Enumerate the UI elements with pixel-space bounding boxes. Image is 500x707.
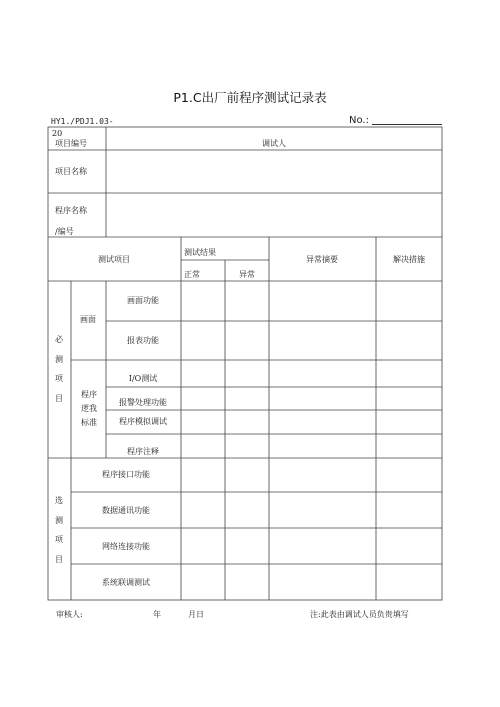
screen-group-label: 画面 [80,315,96,324]
footer-note: 注:此表由调试人员负贵填写 [310,610,409,619]
label-test-result: 测试结果 [184,248,216,257]
form-title: P1.C出厂前程序测试记录表 [173,90,327,105]
item-program-comments: 程序注释 [127,447,159,456]
logic-group-label: 程序 逻我 标准 [81,390,97,427]
label-program-name: 程序名称 [55,206,87,215]
item-report-function: 报表功能 [127,336,159,345]
month-day-label: 月日 [188,610,204,619]
optional-group-label: 选 测 项 目 [55,496,63,564]
item-network-connection: 网络连接功能 [102,542,150,551]
label-abnormal-summary: 异常摘要 [306,255,338,264]
item-io-test: I/O测试 [128,374,158,383]
reviewer-label: 审核人: [56,610,83,619]
label-test-item: 测试项目 [98,255,130,264]
year-label: 年 [153,610,161,619]
label-program-number: /编号 [55,227,74,236]
required-group-label: 必 测 项 目 [55,335,63,403]
item-alarm-handling: 报警处理功能 [119,398,167,407]
item-program-simulation: 程序模拟调试 [119,417,167,426]
label-tester: 调试人 [262,139,286,148]
item-screen-function: 画面功能 [127,296,159,305]
label-solution: 解决措施 [393,255,425,264]
label-normal: 正常 [184,270,200,279]
year-prefix: 20 [52,129,63,138]
item-data-communication: 数据通讯功能 [102,506,150,515]
label-project-name: 项目名称 [55,167,87,176]
form-number-label: No.: [349,115,369,126]
label-abnormal: 异常 [239,270,255,279]
form-code: HY1./PDJ1.03- [51,117,114,126]
item-system-joint-test: 系统联调测试 [102,578,150,587]
item-program-interface: 程序接口功能 [102,470,150,479]
label-project-number: 项目编号 [55,139,87,148]
